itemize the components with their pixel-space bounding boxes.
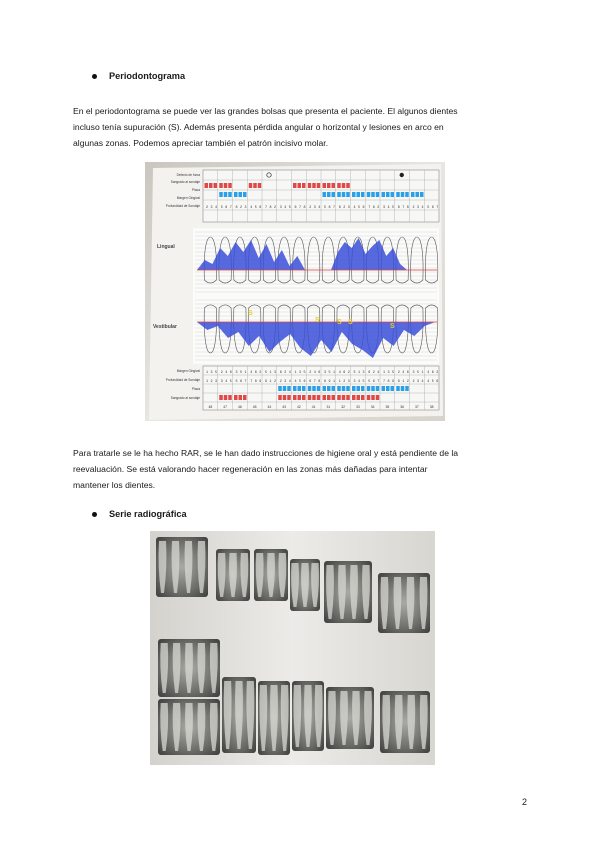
svg-text:8: 8 [338,206,341,210]
svg-text:7: 7 [265,206,268,210]
svg-text:6: 6 [397,206,400,210]
svg-text:S: S [315,317,320,324]
svg-text:4: 4 [402,371,405,375]
svg-text:2: 2 [372,371,375,375]
svg-text:5: 5 [392,371,395,375]
paragraph-tratamiento [73,445,527,494]
row-label: Sangrado al sondaje [170,180,200,184]
svg-text:2: 2 [240,206,243,210]
svg-text:2: 2 [309,371,312,375]
row-label: Margen Gingival [176,369,200,373]
svg-text:4: 4 [377,371,380,375]
svg-text:5: 5 [240,371,243,375]
svg-text:5: 5 [265,371,268,375]
svg-text:3: 3 [417,380,420,384]
svg-text:5: 5 [427,206,430,210]
svg-text:8: 8 [254,380,257,384]
radiograph-film [216,549,250,601]
tooth-number: 33 [355,405,360,409]
svg-text:3: 3 [387,371,390,375]
svg-text:3: 3 [417,206,420,210]
svg-text:7: 7 [383,380,386,384]
svg-text:5: 5 [358,206,361,210]
svg-text:7: 7 [436,206,439,210]
tooth-number: 36 [400,405,405,409]
svg-text:6: 6 [279,371,282,375]
radiograph-film [222,677,256,753]
svg-text:6: 6 [229,371,232,375]
radiograph-film [378,573,430,633]
svg-text:3: 3 [235,371,238,375]
svg-text:4: 4 [313,371,316,375]
svg-text:1: 1 [244,371,247,375]
svg-text:8: 8 [303,206,306,210]
svg-text:9: 9 [265,380,268,384]
svg-text:4: 4 [225,380,228,384]
svg-text:2: 2 [309,206,312,210]
svg-text:6: 6 [372,380,375,384]
svg-text:2: 2 [274,380,277,384]
svg-text:2: 2 [436,371,439,375]
svg-text:1: 1 [333,380,336,384]
svg-text:2: 2 [412,206,415,210]
periodontogram-photo [145,162,445,421]
bottom-chart-grid [166,366,439,410]
bullet-icon [92,74,97,79]
svg-text:5: 5 [303,371,306,375]
svg-text:2: 2 [274,206,277,210]
heading-text: Periodontograma [109,71,186,81]
svg-text:4: 4 [225,371,228,375]
svg-text:3: 3 [220,380,223,384]
svg-text:1: 1 [269,380,272,384]
row-label: Placa [192,188,200,192]
svg-text:S: S [248,310,253,317]
svg-text:5: 5 [368,380,371,384]
periodontogram-figure [145,162,445,421]
svg-text:3: 3 [279,206,282,210]
svg-text:7: 7 [229,206,232,210]
tooth-number: 42 [296,405,301,409]
section-heading-serie-radiografica [92,509,187,519]
svg-text:3: 3 [284,380,287,384]
svg-text:7: 7 [244,380,247,384]
svg-text:4: 4 [250,206,253,210]
svg-text:6: 6 [294,206,297,210]
svg-text:2: 2 [343,206,346,210]
svg-text:3: 3 [244,206,247,210]
tooth-number: 37 [414,405,419,409]
svg-text:5: 5 [215,371,218,375]
svg-text:7: 7 [377,380,380,384]
svg-text:5: 5 [288,206,291,210]
svg-text:4: 4 [318,206,321,210]
svg-text:5: 5 [328,371,331,375]
tooth-number: 45 [252,405,257,409]
top-chart-grid [166,170,439,222]
svg-text:4: 4 [358,380,361,384]
svg-text:1: 1 [383,371,386,375]
svg-text:4: 4 [427,371,430,375]
svg-text:3: 3 [274,371,277,375]
svg-text:3: 3 [347,206,350,210]
svg-text:2: 2 [406,380,409,384]
bullet-icon [92,512,97,517]
svg-text:4: 4 [387,206,390,210]
svg-text:4: 4 [250,371,253,375]
svg-text:3: 3 [353,380,356,384]
svg-text:5: 5 [431,380,434,384]
row-label: Sangrado al sondaje [170,396,200,400]
svg-text:1: 1 [402,380,405,384]
row-label: Profundidad de Sondaje [165,204,200,208]
svg-text:6: 6 [431,206,434,210]
tooth-number: 48 [208,405,213,409]
svg-text:3: 3 [299,371,302,375]
svg-text:3: 3 [210,206,213,210]
svg-text:6: 6 [343,371,346,375]
svg-text:4: 4 [284,206,287,210]
tooth-number: 47 [223,405,228,409]
radiograph-film [290,559,320,611]
tooth-number: 41 [311,405,316,409]
svg-text:2: 2 [279,380,282,384]
svg-text:1: 1 [421,371,424,375]
paragraph-line: incluso tenía supuración (S). Además presenta pérdida angular o horizontal y lesiones en arco en [73,122,444,133]
radiograph-film [380,691,430,753]
svg-text:3: 3 [362,371,365,375]
svg-text:5: 5 [353,371,356,375]
tooth-number: 43 [282,405,287,409]
heading-text: Serie radiográfica [109,509,187,519]
paragraph-line: reevaluación. Se está valorando hacer regeneración en las zonas más dañadas para intentar [73,464,428,475]
radiograph-film [158,699,220,755]
svg-text:6: 6 [254,371,257,375]
tooth-number: 38 [429,405,434,409]
svg-text:3: 3 [383,206,386,210]
svg-text:7: 7 [368,206,371,210]
svg-text:6: 6 [318,371,321,375]
svg-text:5: 5 [362,380,365,384]
svg-text:4: 4 [421,380,424,384]
svg-text:9: 9 [397,380,400,384]
svg-text:6: 6 [362,206,365,210]
svg-text:2: 2 [284,371,287,375]
svg-text:2: 2 [412,380,415,384]
svg-text:3: 3 [215,380,218,384]
svg-text:2: 2 [210,380,213,384]
svg-text:5: 5 [392,206,395,210]
svg-text:2: 2 [206,206,209,210]
svg-text:2: 2 [377,206,380,210]
tooth-number: 32 [341,405,346,409]
svg-text:9: 9 [328,380,331,384]
radiograph-film [158,639,220,697]
svg-text:6: 6 [309,380,312,384]
radiograph-film [156,537,208,597]
paragraph-line: Para tratarle se le ha hecho RAR, se le han dado instrucciones de higiene oral y está pendiente de la [73,448,459,458]
svg-text:5: 5 [324,206,327,210]
radiograph-film [326,687,374,749]
radiograph-film [258,681,290,755]
svg-text:5: 5 [417,371,420,375]
svg-text:S: S [390,323,395,330]
svg-text:6: 6 [259,206,262,210]
svg-text:3: 3 [412,371,415,375]
vestibular-chart [153,298,439,364]
svg-text:3: 3 [210,371,213,375]
svg-text:8: 8 [324,380,327,384]
row-label: Defecto de furca [176,173,200,177]
paragraph-line: algunas zonas. Podemos apreciar también el patrón incisivo molar. [73,138,329,149]
svg-text:8: 8 [269,206,272,210]
svg-text:8: 8 [318,380,321,384]
svg-text:7: 7 [333,206,336,210]
svg-text:1: 1 [206,380,209,384]
svg-text:7: 7 [402,206,405,210]
svg-text:7: 7 [313,380,316,384]
svg-text:5: 5 [235,380,238,384]
svg-text:1: 1 [358,371,361,375]
svg-text:S: S [348,319,353,326]
svg-text:5: 5 [254,206,257,210]
svg-text:3: 3 [347,380,350,384]
svg-text:2: 2 [343,380,346,384]
svg-text:6: 6 [436,380,439,384]
svg-text:4: 4 [338,371,341,375]
lingual-label: Lingual [157,244,175,250]
paragraph-line: mantener los dientes. [73,480,156,491]
svg-text:8: 8 [372,206,375,210]
lingual-chart [157,228,439,298]
svg-text:4: 4 [288,380,291,384]
svg-text:6: 6 [225,206,228,210]
svg-text:1: 1 [338,380,341,384]
svg-text:1: 1 [294,371,297,375]
section-heading-periodontograma [92,71,185,81]
svg-text:9: 9 [392,380,395,384]
svg-text:2: 2 [347,371,350,375]
svg-text:6: 6 [240,380,243,384]
svg-text:4: 4 [353,206,356,210]
svg-text:8: 8 [235,206,238,210]
svg-text:3: 3 [324,371,327,375]
svg-text:7: 7 [299,206,302,210]
svg-text:6: 6 [406,371,409,375]
radiograph-film [324,561,372,623]
page-number: 2 [521,797,527,807]
row-label: Placa [192,387,200,391]
radiograph-series-figure [150,531,435,765]
svg-text:4: 4 [215,206,218,210]
svg-text:5: 5 [229,380,232,384]
tooth-number: 35 [385,405,390,409]
svg-text:8: 8 [406,206,409,210]
svg-text:7: 7 [250,380,253,384]
svg-text:8: 8 [387,380,390,384]
svg-text:2: 2 [397,371,400,375]
paragraph-periodontograma [73,103,527,152]
svg-text:2: 2 [259,371,262,375]
radiograph-film [254,549,288,601]
svg-text:6: 6 [303,380,306,384]
svg-text:1: 1 [269,371,272,375]
svg-text:6: 6 [368,371,371,375]
radiograph-film [292,681,324,751]
svg-text:6: 6 [328,206,331,210]
vestibular-label: Vestibular [153,324,177,330]
svg-text:9: 9 [259,380,262,384]
radiograph-series-photo [150,531,435,765]
svg-text:4: 4 [427,380,430,384]
svg-text:5: 5 [220,206,223,210]
svg-text:5: 5 [299,380,302,384]
tooth-number: 44 [267,405,272,409]
tooth-number: 34 [370,405,375,409]
svg-text:4: 4 [421,206,424,210]
svg-text:3: 3 [313,206,316,210]
svg-text:1: 1 [333,371,336,375]
row-label: Margen Gingival [176,196,200,200]
row-label: Profundidad de Sondaje [165,378,200,382]
svg-text:4: 4 [288,371,291,375]
tooth-number: 31 [326,405,331,409]
svg-text:6: 6 [431,371,434,375]
tooth-number: 46 [237,405,242,409]
paragraph-line: En el periodontograma se puede ver las grandes bolsas que presenta el paciente. El algunos dientes [73,106,458,116]
svg-text:S: S [337,319,342,326]
svg-text:4: 4 [294,380,297,384]
svg-text:2: 2 [220,371,223,375]
svg-text:1: 1 [206,371,209,375]
